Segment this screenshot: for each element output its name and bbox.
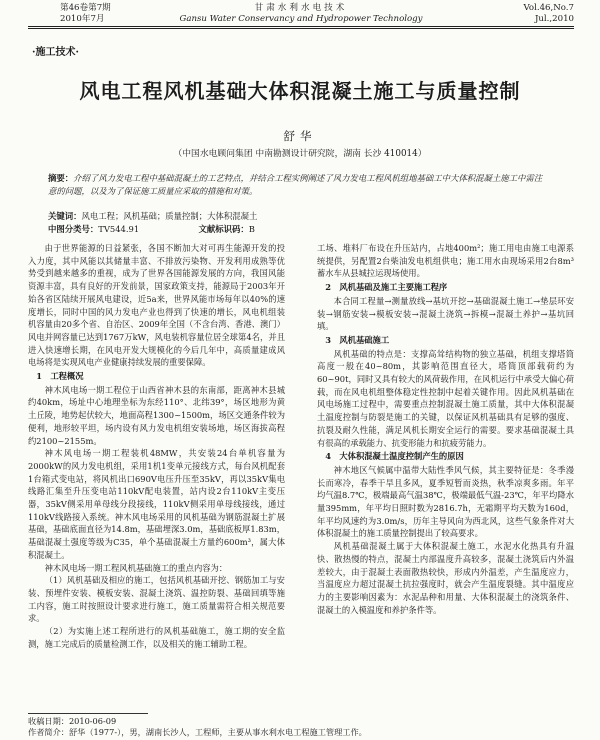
footnote-rule [28,713,148,714]
keywords-text: 风电工程；风机基础；质量控制；大体积混凝土 [81,211,258,221]
overview-paragraph-3: 神木风电场一期工程风机基础施工的重点内容为： [44,562,228,573]
footnote-received [28,716,116,727]
clc-code: TV544.91 [98,224,140,234]
author-bio: 舒华（1977-），男，湖南长沙人，工程师，主要从事水利水电工程施工管理工作。 [68,727,367,737]
date-en: Jul.,2010 [534,13,574,24]
intro-paragraph: 由于世界能源的日益紧张，各国不断加大对可再生能源开发的投入力度，其中风能以其储量丰富、不排放污染物、开发利用成熟等优势受到越来越多的重视，成为了世界各国能源发展的方向，我国风能资源丰富，具有良好的开发前景，国家政策支持，能源局于2003年开始各省区陆续开展风电建设，近5a来，世界风能市场每年以40%的速度增长，同时中国的风力发电产业也得到了快速的增长，风电机组装机容量由20多个省、自治区、2009年全国（不含台湾、香港、澳门）风电并网容量已达到1767万kW，风电装机容量位居全球第4名，并且进入快速增长期，在风电开发大规模化的今后几年中，高质量建成风电场将是实现风电产业健康持续发展的重要保障。 [28,243,285,368]
abstract-text: 介绍了风力发电工程中基础混凝土的工艺特点，并结合工程实例阐述了风力发电工程风机组地基础工中大体积混凝土施工中需注意的问题，以及为了保证施工质量应采取的措施和对策。 [48,173,543,196]
doc-code: B [248,224,255,234]
paper-title: 风电工程风机基础大体积混凝土施工与质量控制 [79,79,521,103]
journal-name-en: Gansu Water Conservancy and Hydropower Technology [179,13,423,24]
clc-label: 中图分类号： [48,224,99,234]
keywords [48,210,257,222]
body-column-right [317,242,574,616]
author-name: 舒华 [283,129,317,143]
affiliation: （中国水电顾问集团 中南勘测设计研究院，湖南 长沙 410014） [173,149,427,159]
site-paragraph: 工场、堆料厂布设在升压站内，占地400m²；施工用电由施工电源系统提供，另配置2台柴油发电机组供电；施工用水由现场采用2台8m³蓄水车从县城拉运现场使用。 [317,243,574,279]
section-heading-1: 1 工程概况 [36,371,84,382]
procedure-paragraph: 本合同工程量→测量放线→基坑开挖→基础混凝土施工→垫层环安装→钢筋安装→模板安装→混凝土浇筑→拆模→混凝土养护→基坑回填。 [317,295,574,332]
running-header [28,3,574,25]
section-heading-3: 3 风机基础施工 [325,334,390,345]
received-label: 收稿日期： [28,716,69,726]
received-date: 2010-06-09 [68,716,117,726]
classification [48,223,255,235]
abstract-label: 摘要： [48,173,74,183]
vol-en: Vol.46,No.7 [523,3,574,13]
section-heading-4: 4 大体积混凝土温度控制产生的原因 [325,451,464,462]
keywords-label: 关键词： [48,211,82,221]
section-heading-2: 2 风机基础及施工主要施工程序 [325,282,448,293]
overview-paragraph-2: 神木风电场一期工程装机48MW，共安装24台单机容量为2000kW的风力发电机组，采用1机1变单元接线方式，每台风机配套1台箱式变电站，将风机出口690V电压升压至35kV，再以35kV集电线路汇集至升压变电站110kV配电装置，站内设2台110kV主变压器，35kV侧采用单母线分段接线，110kV侧采用单母线接线，通过110kV线路接入系统。神木风电场采用的风机基础为钢筋混凝土扩展基础，基础底面直径为14.8m，基础埋深3.0m，基础底板厚1.83m，基础混凝土强度等级为C35，单个基础混凝土方量约600m³，属大体积混凝土。 [28,448,285,560]
overview-paragraph-1: 神木风电场一期工程位于山西省神木县的东南部，距离神木县城约40km，场址中心地理坐标为东经110°、北纬39°，场区地形为黄土丘陵，地势起伏较大，地面高程1300~1500m，场区交通条件较为便利，地形较平坦，场内设有风力发电机组安装场地，场区海拔高程约2100~2155m。 [28,384,285,446]
foundation-paragraph: 风机基础的特点是：支撑高耸结构物的独立基础，机组支撑塔筒高度一般在40~80m，其影响范围直径大，塔筒顶部载荷约为60~90t，同时又具有较大的风荷载作用，在风机运行中承受大偏心荷载，而在风电机组整体稳定性控制中起着关键作用。因此风机基础在风电场施工过程中，需要重点控制混凝土施工质量，其中大体积混凝土温度控制与防裂是施工的关键，以保证风机基础具有足够的强度、抗裂及耐久性能，满足风机长期安全运行的需要。要求基础混凝土具有很高的承载能力、抗变形能力和抗疲劳能力。 [317,348,574,448]
overview-paragraph-5: （2）为实施上述工程所进行的风机基础施工，施工期的安全监测，施工完成后的质量检测工作，以及相关的施工辅助工程。 [28,626,285,649]
body-column-left [28,242,285,651]
header-center [28,3,574,24]
overview-paragraph-4: （1）风机基础及相应的施工，包括风机基础开挖、钢筋加工与安装、预埋件安装、模板安装、混凝土浇筑、温控防裂、基础回填等施工内容，施工时按照设计要求进行施工，施工质量需符合相关规范要求。 [28,575,285,624]
issue-date: 2010年7月 [60,13,105,24]
climate-paragraph: 神木地区气候属中温带大陆性季风气候，其主要特征是：冬季漫长而寒冷，春季干旱且多风，夏季短暂而炎热，秋季凉爽多雨。年平均气温8.7℃，极端最高气温38℃，极端最低气温-23℃，年平均降水量395mm，年平均日照时数为2816.7h，无霜期平均天数为160d，年平均风速约为3.0m/s，历年主导风向为西北风，这些气象条件对大体积混凝土的施工质量控制提出了较高要求。 [317,464,574,539]
header-rule-thin [28,28,574,29]
journal-name-cn: 甘肃水利水电技术 [254,3,348,13]
footnote-author [28,727,367,738]
vol-issue: 第46卷第7期 [60,3,111,13]
abstract [48,172,550,198]
doc-code-label: 文献标识码： [198,224,249,234]
header-rule [28,26,574,27]
author-bio-label: 作者简介： [28,727,69,737]
section-tag: ·施工技术· [32,47,79,58]
header-right [524,3,574,24]
mass-concrete-paragraph: 风机基础混凝土属于大体积混凝土施工，水泥水化热具有升温快、散热慢的特点，混凝土内部温度升高较多，混凝土浇筑后内外温差较大，由于混凝土表面散热较快，形成内外温差，产生温度应力，当温度应力超过混凝土抗拉强度时，就会产生温度裂缝。其中温度应力的主要影响因素为：水泥品种和用量、大体积混凝土的浇筑条件、混凝土的入模温度和养护条件等。 [317,541,574,615]
